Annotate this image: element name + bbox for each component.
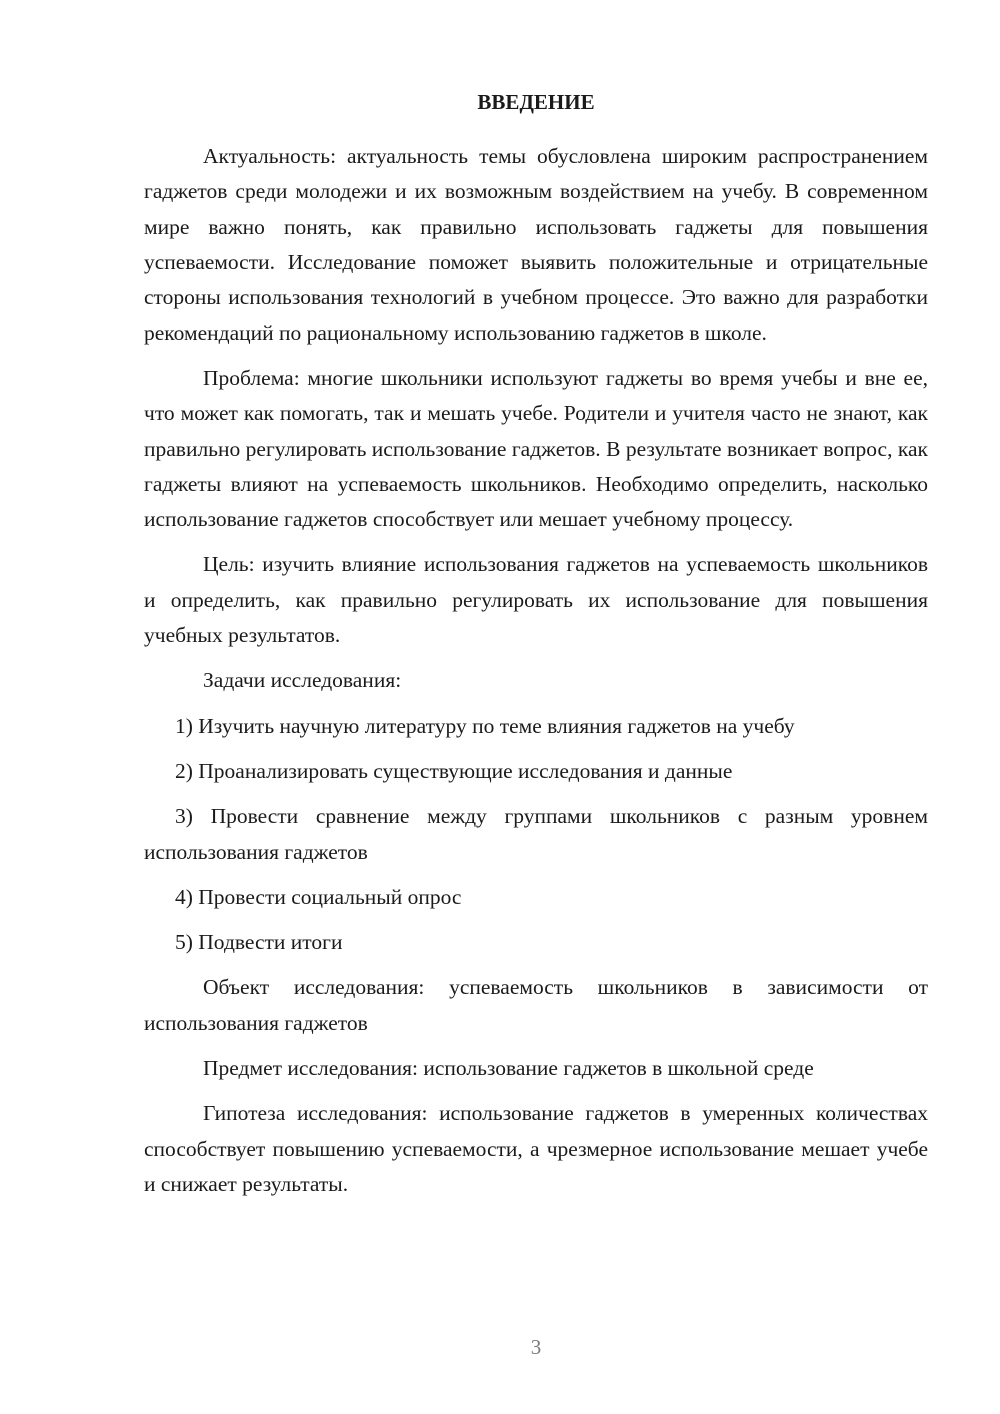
- paragraph-hypothesis: Гипотеза исследования: использование гаджетов в умеренных количествах способствует повышению успеваемости, а чрезмерное использование мешает учебе и снижает результаты.: [144, 1101, 928, 1196]
- paragraph-actuality: Актуальность: актуальность темы обусловлена широким распространением гаджетов среди молодежи и их возможным воздействием на учебу. В современном мире важно понять, как правильно использовать гаджеты для повышения успеваемости. Исследование поможет выявить положительные и отрицательные стороны использования технологий в учебном процессе. Это важно для разработки рекомендаций по рациональному использованию гаджетов в школе.: [144, 144, 928, 345]
- paragraph-problem: Проблема: многие школьники используют гаджеты во время учебы и вне ее, что может как помогать, так и мешать учебе. Родители и учителя часто не знают, как правильно регулировать использование гаджетов. В результате возникает вопрос, как гаджеты влияют на успеваемость школьников. Необходимо определить, насколько использование гаджетов способствует или мешает учебному процессу.: [144, 365, 928, 532]
- task-item-5: 5) Подвести итоги: [175, 930, 343, 955]
- page-number: 3: [530, 1335, 542, 1359]
- task-item-2: 2) Проанализировать существующие исследования и данные: [175, 758, 733, 783]
- task-item-3: 3) Провести сравнение между группами школьников с разным уровнем использования гаджетов: [144, 804, 928, 864]
- task-item-4: 4) Провести социальный опрос: [175, 884, 462, 909]
- paragraph-object: Объект исследования: успеваемость школьников в зависимости от использования гаджетов: [144, 975, 928, 1035]
- task-item-1: 1) Изучить научную литературу по теме влияния гаджетов на учебу: [175, 713, 795, 738]
- paragraph-subject: Предмет исследования: использование гаджетов в школьной среде: [203, 1056, 814, 1081]
- section-title: ВВЕДЕНИЕ: [477, 90, 595, 114]
- page-content: [144, 90, 928, 1212]
- paragraph-goal: Цель: изучить влияние использования гаджетов на успеваемость школьников и определить, как правильно регулировать их использование для повышения учебных результатов.: [144, 552, 928, 648]
- tasks-heading: Задачи исследования:: [203, 668, 402, 693]
